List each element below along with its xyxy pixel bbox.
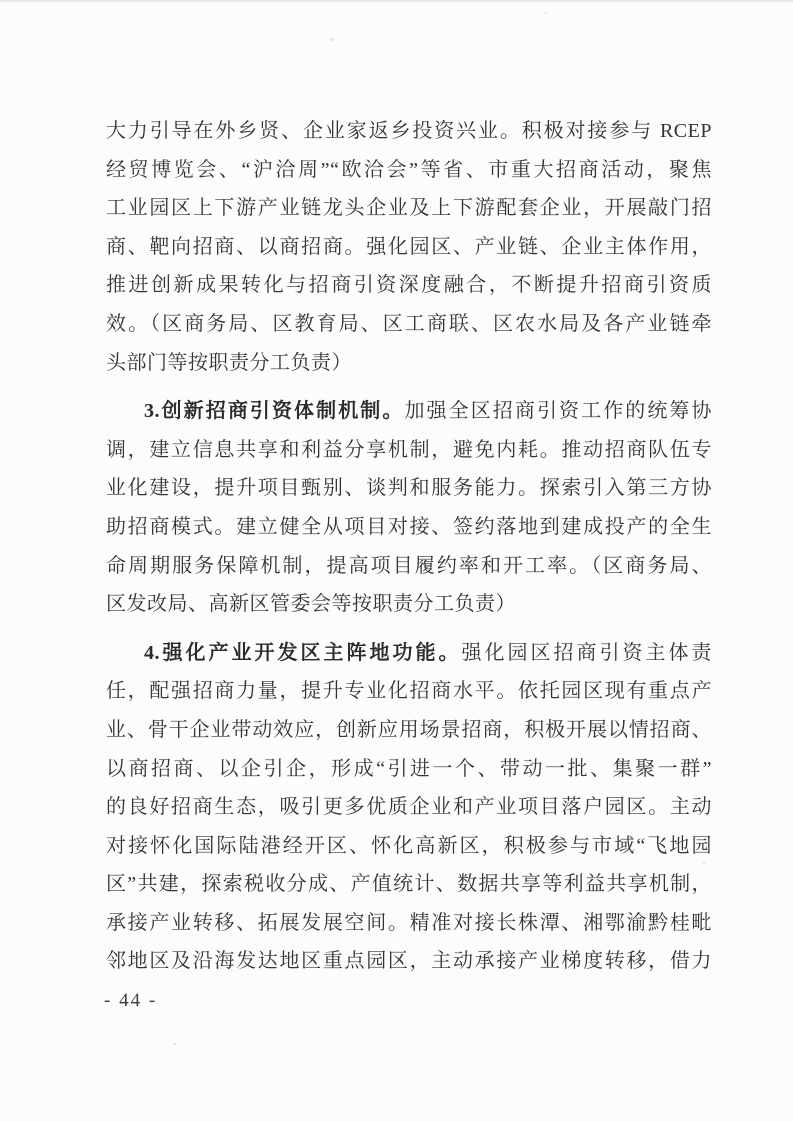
scan-speck — [330, 38, 333, 41]
text-line: 推进创新成果转化与招商引资深度融合，不断提升招商引资质 — [106, 274, 712, 297]
text-line — [106, 634, 712, 673]
section-4-heading: 4.强化产业开发区主阵地功能。 — [144, 641, 462, 664]
text-line: 头部门等按职责分工负责） — [106, 351, 352, 374]
text-line: 经贸博览会、“沪洽周”“欧洽会”等省、市重大招商活动，聚焦 — [106, 158, 712, 181]
line-text: 强化园区招商引资主体责 — [461, 641, 712, 664]
line-text: 加强全区招商引资工作的统筹协 — [404, 400, 712, 423]
text-line: 区”共建，探索税收分成、产值统计、数据共享等利益共享机制， — [106, 873, 712, 896]
text-line: 命周期服务保障机制，提高项目履约率和开工率。（区商务局、 — [106, 554, 712, 577]
text-line — [106, 392, 712, 431]
scan-edge-artifact — [0, 0, 793, 3]
text-line: 对接怀化国际陆港经开区、怀化高新区，积极参与市域“飞地园 — [106, 834, 712, 857]
text-line: 邻地区及沿海发达地区重点园区，主动承接产业梯度转移，借力 — [106, 950, 712, 973]
text-line: 以商招商、以企引企，形成“引进一个、带动一批、集聚一群” — [106, 757, 712, 780]
document-body — [106, 112, 712, 981]
text-line: 助招商模式。建立健全从项目对接、签约落地到建成投产的全生 — [106, 515, 712, 538]
scan-speck — [173, 1043, 176, 1045]
text-line: 业、骨干企业带动效应，创新应用场景招商，积极开展以情招商、 — [106, 718, 712, 741]
text-line: 任，配强招商力量，提升专业化招商水平。依托园区现有重点产 — [106, 680, 712, 703]
text-line: 的良好招商生态，吸引更多优质企业和产业项目落户园区。主动 — [106, 796, 712, 819]
scan-speck — [545, 12, 547, 14]
text-line: 效。（区商务局、区教育局、区工商联、区农水局及各产业链牵 — [106, 312, 712, 335]
text-line: 承接产业转移、拓展发展空间。精准对接长株潭、湘鄂渝黔桂毗 — [106, 911, 712, 934]
section-3-heading: 3.创新招商引资体制机制。 — [144, 400, 405, 423]
text-line: 调，建立信息共享和利益分享机制，避免内耗。推动招商队伍专 — [106, 438, 712, 461]
text-line: 业化建设，提升项目甄别、谈判和服务能力。探索引入第三方协 — [106, 477, 712, 500]
text-line: 区发改局、高新区管委会等按职责分工负责） — [106, 593, 516, 616]
page-number: - 44 - — [104, 990, 158, 1011]
text-line: 大力引导在外乡贤、企业家返乡投资兴业。积极对接参与 RCEP — [106, 120, 712, 142]
text-line: 工业园区上下游产业链龙头企业及上下游配套企业，开展敲门招 — [106, 197, 712, 220]
text-line: 商、靶向招商、以商招商。强化园区、产业链、企业主体作用， — [106, 235, 712, 258]
